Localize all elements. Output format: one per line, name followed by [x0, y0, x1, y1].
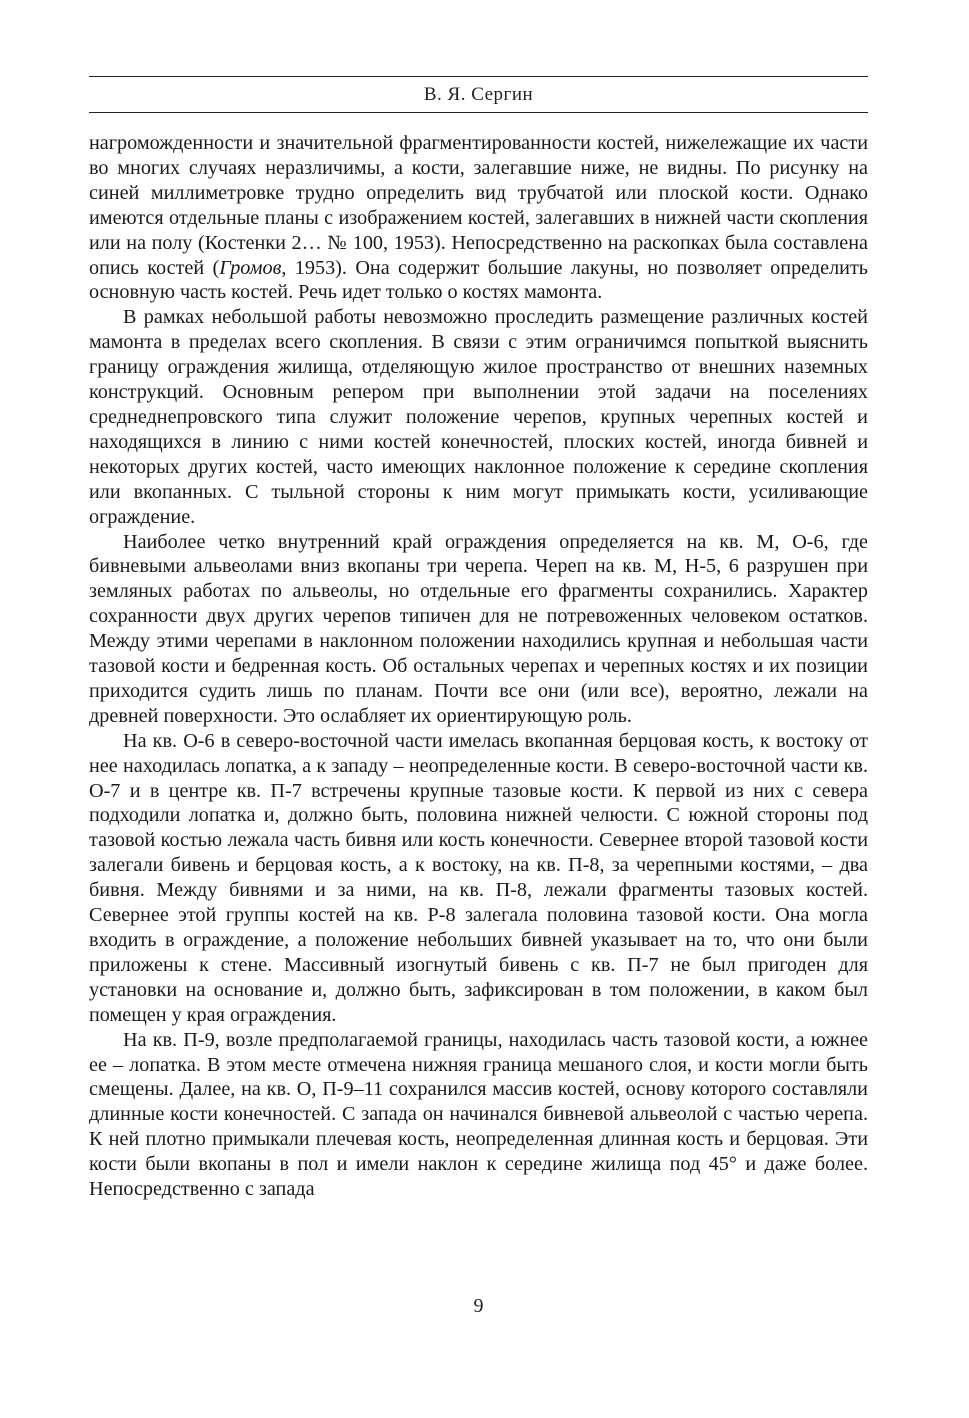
paragraph-3: Наиболее четко внутренний край ограждения определяется на кв. М, О-6, где бивневыми альвеолами вниз вкопаны три черепа. Череп на кв. М, Н-5, 6 разрушен при земляных работах по альвеолы, но отдельные его фрагменты сохранились. Характер сохранности двух других черепов типичен для не потревоженных человеком остатков. Между этими черепами в наклонном положении находились крупная и небольшая части тазовой кости и бедренная кость. Об остальных черепах и черепных костях и их позиции приходится судить лишь по планам. Почти все они (или все), вероятно, лежали на древней поверхности. Это ослабляет их ориентирующую роль.: [89, 530, 868, 727]
paragraph-1-text-a: нагроможденности и значительной фрагментированности костей, нижележащие их части во многих случаях неразличимы, а кости, залегавшие ниже, не видны. По рисунку на синей миллиметровке трудно определить вид трубчатой или плоской кости. Однако имеются отдельные планы с изображением костей, залегавших в нижней части скопления или на полу (Костенки 2… № 100, 1953). Непосредственно на раскопках была составлена опись костей (: [89, 132, 868, 279]
paragraph-1-text-b: , 1953). Она содержит большие лакуны, но позволяет определить основную часть костей. Речь идет только о костях мамонта.: [89, 256, 868, 304]
paragraph-5: На кв. П-9, возле предполагаемой границы, находилась часть тазовой кости, а южнее ее – лопатка. В этом месте отмечена нижняя граница мешаного слоя, и кости могли быть смещены. Далее, на кв. О, П-9–11 сохранился массив костей, основу которого составляли длинные кости конечностей. С запада он начинался бивневой альвеолой с частью черепа. К ней плотно примыкали плечевая кость, неопределенная длинная кость и берцовая. Эти кости были вкопаны в пол и имели наклон к середине жилища под 45° и даже более. Непосредственно с запада: [89, 1028, 868, 1201]
header-rule-top: [89, 76, 868, 77]
header-rule-bottom: [89, 112, 868, 113]
author-citation-gromov: Громов: [219, 256, 282, 279]
running-head: В. Я. Сергин: [423, 84, 534, 105]
paragraph-4: На кв. О-6 в северо-восточной части имелась вкопанная берцовая кость, к востоку от нее находилась лопатка, а к западу – неопределенные кости. В северо-восточной части кв. О-7 и в центре кв. П-7 встречены крупные тазовые кости. К первой из них с севера подходили лопатка и, должно быть, половина нижней челюсти. С южной стороны под тазовой костью лежала часть бивня или кость конечности. Севернее второй тазовой кости залегали бивень и берцовая кость, а к востоку, на кв. П-8, за черепными костями, – два бивня. Между бивнями и за ними, на кв. П-8, лежали фрагменты тазовых костей. Севернее этой группы костей на кв. Р-8 залегала половина тазовой кости. Она могла входить в ограждение, а положение небольших бивней указывает на то, что они были приложены к стене. Массивный изогнутый бивень с кв. П-7 не был пригоден для установки на основание и, должно быть, зафиксирован в том положении, в каком был помещен у края ограждения.: [89, 729, 868, 1026]
body-text: [89, 131, 868, 1202]
paragraph-1: [89, 131, 868, 305]
paragraph-2: В рамках небольшой работы невозможно проследить размещение различных костей мамонта в пределах всего скопления. В связи с этим ограничимся попыткой выяснить границу ограждения жилища, отделяющую жилое пространство от внешних наземных конструкций. Основным репером при выполнении этой задачи на поселениях среднеднепровского типа служит положение черепов, крупных черепных костей и находящихся в линию с ними костей конечностей, плоских костей, иногда бивней и некоторых других костей, часто имеющих наклонное положение к середине скопления или вкопанных. С тыльной стороны к ним могут примыкать кости, усиливающие ограждение.: [89, 306, 868, 528]
page-number: 9: [473, 1295, 484, 1317]
